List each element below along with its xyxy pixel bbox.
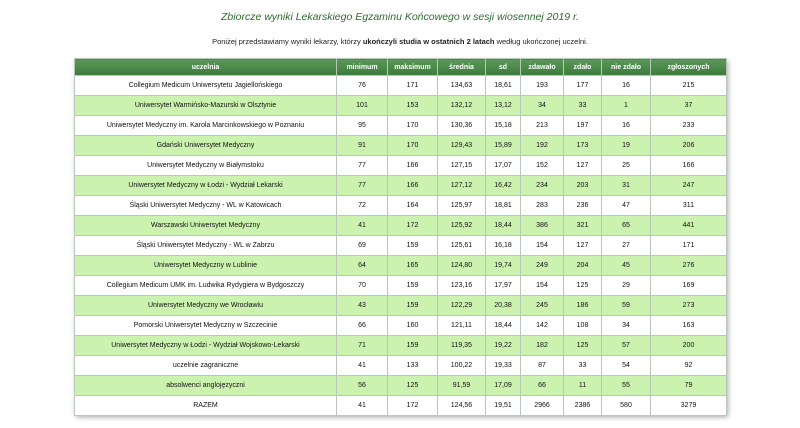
cell-minimum: 41 [337,216,388,236]
cell-srednia: 125,97 [438,196,486,216]
cell-maksimum: 153 [388,96,438,116]
table-row [75,196,727,216]
cell-srednia: 129,43 [438,136,486,156]
table-row [75,296,727,316]
cell-sd: 19,51 [486,396,521,416]
table-row [75,356,727,376]
cell-zdawalo: 182 [521,336,564,356]
cell-srednia: 119,35 [438,336,486,356]
cell-zdawalo: 87 [521,356,564,376]
cell-maksimum: 164 [388,196,438,216]
cell-maksimum: 170 [388,116,438,136]
cell-nie-zdalo: 31 [602,176,651,196]
cell-zdawalo: 66 [521,376,564,396]
cell-uczelnia: Śląski Uniwersytet Medyczny - WL w Katowicach [75,196,337,216]
cell-zgloszonych: 79 [651,376,727,396]
table-body [75,76,727,416]
results-table-container [74,58,726,414]
cell-nie-zdalo: 25 [602,156,651,176]
cell-zgloszonych: 92 [651,356,727,376]
cell-zdalo: 197 [564,116,602,136]
cell-maksimum: 125 [388,376,438,396]
cell-sd: 19,74 [486,256,521,276]
cell-zgloszonych: 273 [651,296,727,316]
header-zgloszonych[interactable]: zgłoszonych [651,59,727,76]
table-row [75,236,727,256]
table-header-row [75,59,727,76]
cell-nie-zdalo: 29 [602,276,651,296]
cell-nie-zdalo: 580 [602,396,651,416]
cell-uczelnia: Uniwersytet Medyczny w Białymstoku [75,156,337,176]
cell-nie-zdalo: 47 [602,196,651,216]
cell-minimum: 101 [337,96,388,116]
cell-maksimum: 159 [388,276,438,296]
cell-zgloszonych: 247 [651,176,727,196]
header-zdalo[interactable]: zdało [564,59,602,76]
cell-minimum: 95 [337,116,388,136]
cell-nie-zdalo: 59 [602,296,651,316]
cell-sd: 15,18 [486,116,521,136]
cell-zdawalo: 213 [521,116,564,136]
cell-srednia: 134,63 [438,76,486,96]
cell-zdalo: 33 [564,96,602,116]
cell-zdalo: 203 [564,176,602,196]
cell-minimum: 64 [337,256,388,276]
cell-maksimum: 165 [388,256,438,276]
cell-sd: 18,44 [486,216,521,236]
cell-zdalo: 204 [564,256,602,276]
cell-zgloszonych: 163 [651,316,727,336]
cell-zgloszonych: 200 [651,336,727,356]
cell-minimum: 43 [337,296,388,316]
cell-zdalo: 186 [564,296,602,316]
cell-maksimum: 159 [388,236,438,256]
cell-sd: 19,22 [486,336,521,356]
cell-uczelnia: Uniwersytet Medyczny w Łodzi - Wydział Lekarski [75,176,337,196]
cell-zgloszonych: 441 [651,216,727,236]
cell-zdawalo: 193 [521,76,564,96]
cell-zdalo: 125 [564,336,602,356]
table-row [75,96,727,116]
cell-maksimum: 133 [388,356,438,376]
cell-minimum: 77 [337,176,388,196]
cell-maksimum: 160 [388,316,438,336]
table-row [75,76,727,96]
table-row [75,276,727,296]
cell-srednia: 91,59 [438,376,486,396]
cell-srednia: 121,11 [438,316,486,336]
cell-zgloszonych: 169 [651,276,727,296]
cell-zgloszonych: 171 [651,236,727,256]
cell-minimum: 77 [337,156,388,176]
cell-maksimum: 172 [388,396,438,416]
cell-minimum: 72 [337,196,388,216]
cell-nie-zdalo: 65 [602,216,651,236]
cell-nie-zdalo: 34 [602,316,651,336]
cell-zdalo: 108 [564,316,602,336]
cell-zdawalo: 249 [521,256,564,276]
cell-uczelnia: Uniwersytet Warmińsko-Mazurski w Olsztynie [75,96,337,116]
cell-zdalo: 33 [564,356,602,376]
table-row [75,396,727,416]
cell-maksimum: 166 [388,176,438,196]
cell-uczelnia: uczelnie zagraniczne [75,356,337,376]
cell-srednia: 132,12 [438,96,486,116]
cell-nie-zdalo: 1 [602,96,651,116]
results-table [74,58,727,416]
cell-uczelnia: Pomorski Uniwersytet Medyczny w Szczecinie [75,316,337,336]
cell-maksimum: 159 [388,336,438,356]
cell-zdawalo: 142 [521,316,564,336]
cell-uczelnia: Warszawski Uniwersytet Medyczny [75,216,337,236]
header-minimum[interactable]: minimum [337,59,388,76]
page-subtitle [0,37,800,46]
cell-zgloszonych: 276 [651,256,727,276]
cell-srednia: 124,80 [438,256,486,276]
subtitle-text-2: według ukończonej uczelni. [494,37,588,46]
cell-sd: 16,42 [486,176,521,196]
cell-sd: 18,44 [486,316,521,336]
cell-nie-zdalo: 45 [602,256,651,276]
table-row [75,376,727,396]
cell-sd: 17,07 [486,156,521,176]
cell-uczelnia: Uniwersytet Medyczny im. Karola Marcinkowskiego w Poznaniu [75,116,337,136]
cell-sd: 17,97 [486,276,521,296]
cell-zdawalo: 192 [521,136,564,156]
cell-minimum: 71 [337,336,388,356]
cell-zdalo: 127 [564,236,602,256]
cell-uczelnia: absolwenci anglojęzyczni [75,376,337,396]
cell-nie-zdalo: 19 [602,136,651,156]
cell-zgloszonych: 206 [651,136,727,156]
cell-sd: 17,09 [486,376,521,396]
cell-zdawalo: 386 [521,216,564,236]
cell-srednia: 100,22 [438,356,486,376]
cell-nie-zdalo: 54 [602,356,651,376]
cell-minimum: 66 [337,316,388,336]
cell-uczelnia: Gdański Uniwersytet Medyczny [75,136,337,156]
cell-zdalo: 177 [564,76,602,96]
cell-minimum: 91 [337,136,388,156]
cell-nie-zdalo: 55 [602,376,651,396]
cell-zdalo: 2386 [564,396,602,416]
cell-srednia: 125,61 [438,236,486,256]
cell-minimum: 76 [337,76,388,96]
cell-zgloszonych: 215 [651,76,727,96]
cell-zgloszonych: 3279 [651,396,727,416]
subtitle-text-1: Poniżej przedstawiamy wyniki lekarzy, którzy [212,37,363,46]
cell-maksimum: 171 [388,76,438,96]
header-sd[interactable]: sd [486,59,521,76]
cell-uczelnia: Uniwersytet Medyczny w Łodzi - Wydział Wojskowo-Lekarski [75,336,337,356]
cell-zdalo: 127 [564,156,602,176]
cell-srednia: 123,16 [438,276,486,296]
cell-sd: 20,38 [486,296,521,316]
cell-zdawalo: 154 [521,276,564,296]
cell-zgloszonych: 166 [651,156,727,176]
table-row [75,136,727,156]
cell-sd: 13,12 [486,96,521,116]
cell-srednia: 125,92 [438,216,486,236]
cell-nie-zdalo: 16 [602,116,651,136]
cell-nie-zdalo: 16 [602,76,651,96]
cell-zdawalo: 34 [521,96,564,116]
cell-zdalo: 173 [564,136,602,156]
cell-zdawalo: 234 [521,176,564,196]
cell-srednia: 127,15 [438,156,486,176]
cell-uczelnia: Uniwersytet Medyczny we Wrocławiu [75,296,337,316]
cell-minimum: 70 [337,276,388,296]
cell-zdawalo: 152 [521,156,564,176]
table-row [75,256,727,276]
cell-maksimum: 172 [388,216,438,236]
cell-minimum: 41 [337,356,388,376]
header-uczelnia[interactable]: uczelnia [75,59,337,76]
cell-uczelnia: Śląski Uniwersytet Medyczny - WL w Zabrzu [75,236,337,256]
table-row [75,336,727,356]
cell-zdalo: 321 [564,216,602,236]
cell-zdawalo: 2966 [521,396,564,416]
cell-maksimum: 159 [388,296,438,316]
cell-sd: 16,18 [486,236,521,256]
cell-zgloszonych: 37 [651,96,727,116]
cell-zdalo: 11 [564,376,602,396]
cell-zdalo: 236 [564,196,602,216]
cell-zdawalo: 283 [521,196,564,216]
cell-srednia: 124,56 [438,396,486,416]
cell-maksimum: 170 [388,136,438,156]
cell-sd: 18,81 [486,196,521,216]
table-row [75,316,727,336]
subtitle-bold: ukończyli studia w ostatnich 2 latach [362,37,495,46]
cell-srednia: 130,36 [438,116,486,136]
cell-zdalo: 125 [564,276,602,296]
table-row [75,156,727,176]
cell-uczelnia: Uniwersytet Medyczny w Lublinie [75,256,337,276]
cell-zdawalo: 245 [521,296,564,316]
cell-nie-zdalo: 27 [602,236,651,256]
cell-maksimum: 166 [388,156,438,176]
table-row [75,116,727,136]
cell-zgloszonych: 311 [651,196,727,216]
cell-minimum: 56 [337,376,388,396]
header-zdawalo[interactable]: zdawało [521,59,564,76]
cell-uczelnia: Collegium Medicum Uniwersytetu Jagiellońskiego [75,76,337,96]
cell-zgloszonych: 233 [651,116,727,136]
cell-sd: 15,89 [486,136,521,156]
cell-uczelnia: Collegium Medicum UMK im. Ludwika Rydygiera w Bydgoszczy [75,276,337,296]
cell-uczelnia: RAZEM [75,396,337,416]
table-row [75,216,727,236]
page-title: Zbiorcze wyniki Lekarskiego Egzaminu Końcowego w sesji wiosennej 2019 r. [221,11,579,23]
cell-minimum: 69 [337,236,388,256]
cell-nie-zdalo: 57 [602,336,651,356]
header-nie-zdalo[interactable]: nie zdało [602,59,651,76]
cell-sd: 19,33 [486,356,521,376]
cell-minimum: 41 [337,396,388,416]
table-row [75,176,727,196]
header-srednia[interactable]: średnia [438,59,486,76]
cell-srednia: 127,12 [438,176,486,196]
cell-srednia: 122,29 [438,296,486,316]
header-maksimum[interactable]: maksimum [388,59,438,76]
cell-zdawalo: 154 [521,236,564,256]
cell-sd: 18,61 [486,76,521,96]
